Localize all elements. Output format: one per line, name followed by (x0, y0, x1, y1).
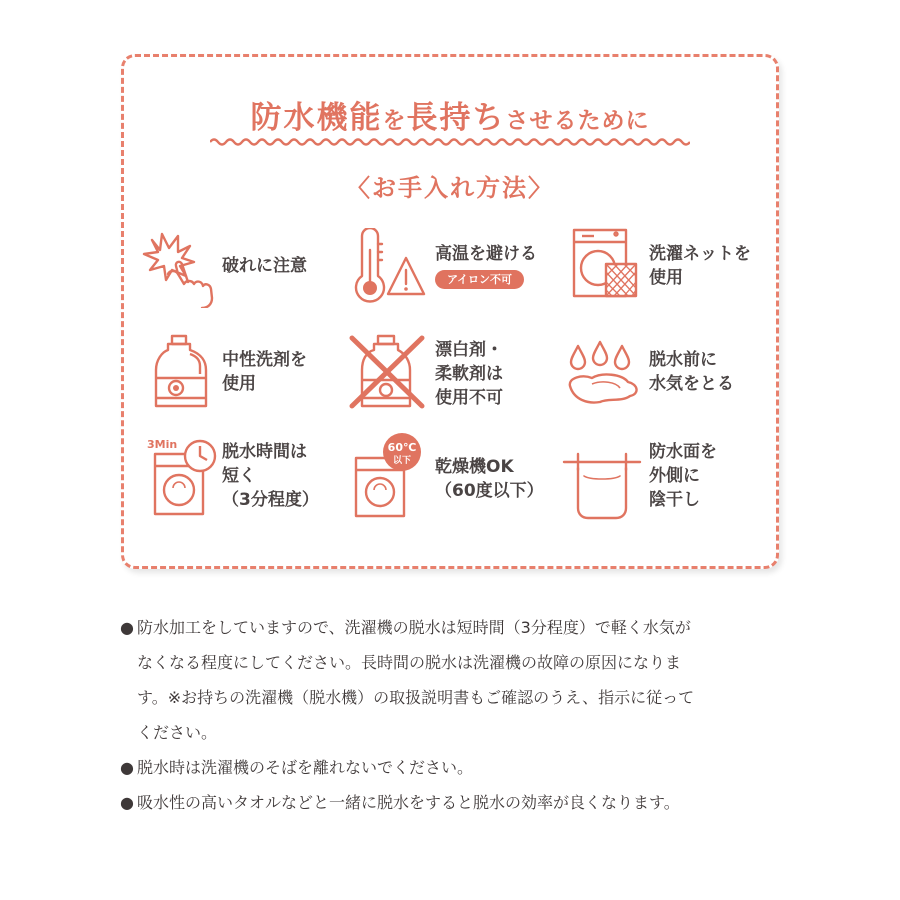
notes-section (120, 610, 800, 820)
note-item: ● 防水加工をしていますので、洗濯機の脱水は短時間（3分程度）で軽く水気が なくなる程度にしてください。長時間の脱水は洗濯機の故障の原因になりま す。※お持ちの洗濯機（脱水機）の取扱説明書もご確認のうえ、指示に従って ください。 (120, 618, 695, 742)
svg-text:以下: 以下 (392, 456, 412, 466)
wavy-underline (210, 136, 690, 148)
thermometer-warning-icon (350, 228, 430, 306)
no-iron-badge: アイロン不可 (435, 270, 524, 289)
note-item: ● 吸水性の高いタオルなどと一緒に脱水をすると脱水の効率が良くなります。 (120, 793, 680, 812)
svg-text:60℃: 60℃ (387, 441, 417, 454)
washing-machine-timer-icon (145, 432, 220, 518)
washing-machine-net-icon (570, 226, 646, 302)
no-bleach-bottle-icon (348, 334, 426, 410)
section-subtitle: 〈お手入れ方法〉 (346, 174, 554, 202)
svg-text:3Min: 3Min (147, 438, 178, 451)
note-item: ● 脱水時は洗濯機のそばを離れないでください。 (120, 758, 474, 777)
dryer-icon (352, 430, 424, 520)
detergent-bottle-icon (150, 334, 210, 410)
water-drops-icon (562, 340, 642, 406)
torn-fabric-hand-icon (138, 230, 220, 308)
page-title: 防水機能を長持ちさせるために (250, 100, 650, 136)
hanging-bag-icon (562, 446, 642, 520)
